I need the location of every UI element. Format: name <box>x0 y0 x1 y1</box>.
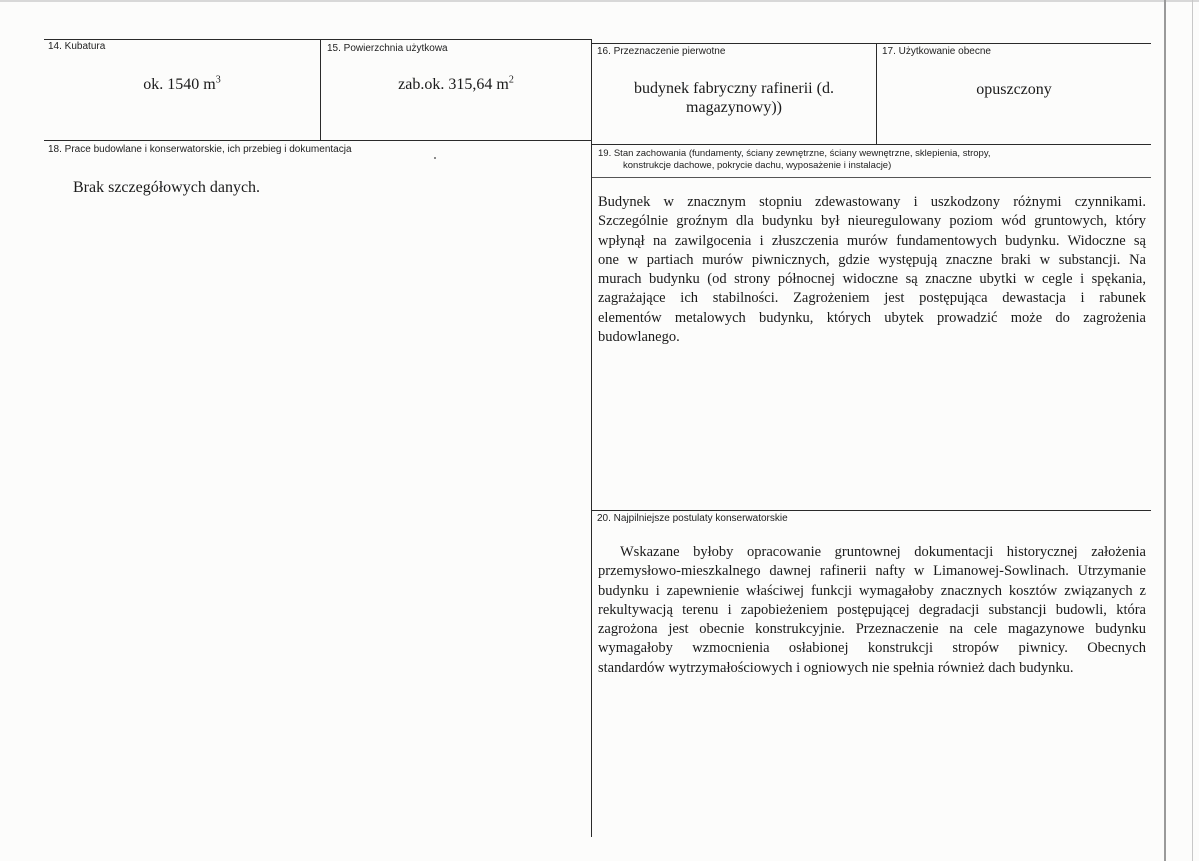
field-19-line: zagrażające ich stabilności. Zagrożeniem jest postępująca dewastacja i rabunek <box>598 290 1146 307</box>
field-20-line: standardów wytrzymałościowych i ogniowych nie spełnia również dach budynku. <box>598 659 1074 676</box>
field-20-text <box>598 543 1146 678</box>
row1-bottom-rule <box>44 140 592 141</box>
field-14-label: 14. Kubatura <box>48 41 106 52</box>
field-16-value-line1: budynek fabryczny rafinerii (d. <box>634 80 834 97</box>
field-18-value: Brak szczegółowych danych. <box>73 179 261 196</box>
field-17-label: 17. Użytkowanie obecne <box>882 46 991 57</box>
field-19-line: Szczególnie groźnym dla budynku był nieuregulowany poziom wód gruntowych, który <box>598 213 1146 230</box>
field-18-label: 18. Prace budowlane i konserwatorskie, ich przebieg i dokumentacja <box>48 144 352 155</box>
field-15-value-text: zab.ok. 315,64 m <box>398 76 509 93</box>
field-20-line: budynku i zapewnienie właściwej funkcji wymagałoby znacznych kosztów związanych z <box>598 582 1146 599</box>
row1-top-rule-right <box>592 43 1151 44</box>
col-divider-1 <box>320 39 321 140</box>
field-20-line: zagrożona jest obecnie konstrukcyjnie. Przeznaczenie na cele magazynowe budynku <box>598 621 1146 638</box>
field-16-value-line2: magazynowy)) <box>686 99 782 116</box>
field-14-value-text: ok. 1540 m <box>143 76 216 93</box>
field-19-line: budowlanego. <box>598 329 680 346</box>
field-20-line: wymagałoby wzmocnienia osłabionej konstrukcji stropów piwnicy. Obecnych <box>598 640 1146 657</box>
scan-right-edge-outer <box>1192 0 1193 861</box>
field-19-text <box>598 193 1146 347</box>
field-20-label: 20. Najpilniejsze postulaty konserwatorskie <box>597 513 788 524</box>
field-19-line: murach budynku (od strony północnej widoczne są znaczne ubytki w cegle i spękania, <box>598 271 1146 288</box>
field-19-line: wpłynął na zawilgocenia i złuszczenia murów fundamentowych budynku. Widoczne są <box>598 232 1146 249</box>
field-16-value <box>594 79 874 117</box>
col-divider-main <box>591 40 592 837</box>
field-20-line: przemysłowo-mieszkalnego dawnej rafinerii nafty w Limanowej-Sowlinach. Utrzymanie <box>598 563 1146 580</box>
row1-top-rule <box>44 39 592 40</box>
field-16-label: 16. Przeznaczenie pierwotne <box>597 46 726 57</box>
field-17-value: opuszczony <box>976 81 1052 98</box>
row1-bottom-rule-right <box>592 144 1151 145</box>
field-15-value-sup: 2 <box>508 74 514 86</box>
field-19-line: Budynek w znacznym stopniu zdewastowany i uszkodzony różnymi czynnikami. <box>598 194 1146 210</box>
field-19-label-line2: konstrukcje dachowe, pokrycie dachu, wyposażenie i instalacje) <box>623 160 892 171</box>
field-19-label-line1: 19. Stan zachowania (fundamenty, ściany zewnętrzne, ściany wewnętrzne, sklepienia, stropy, <box>598 148 991 159</box>
f19-label-rule <box>592 177 1151 178</box>
field-14-value-sup: 3 <box>215 74 221 86</box>
scan-top-edge <box>0 0 1199 2</box>
col-divider-3 <box>876 43 877 144</box>
field-20-line: rekultywacją terenu i zapobieżeniem postępującej degradacji substancji budowli, która <box>598 601 1146 618</box>
f20-top-rule <box>592 510 1151 511</box>
scan-right-edge <box>1164 0 1166 861</box>
field-14-value <box>48 75 316 94</box>
field-19-line: elementów metalowych budynku, których ubytek prowadzić może do zagrożenia <box>598 309 1146 326</box>
field-20-line: Wskazane byłoby opracowanie gruntownej dokumentacji historycznej założenia <box>620 544 1146 560</box>
field-15-value <box>322 75 590 94</box>
scan-speck <box>434 157 436 159</box>
field-15-label: 15. Powierzchnia użytkowa <box>327 43 448 54</box>
field-19-line: one w partiach murów piwnicznych, gdzie występują znaczne braki w substancji. Na <box>598 251 1146 268</box>
